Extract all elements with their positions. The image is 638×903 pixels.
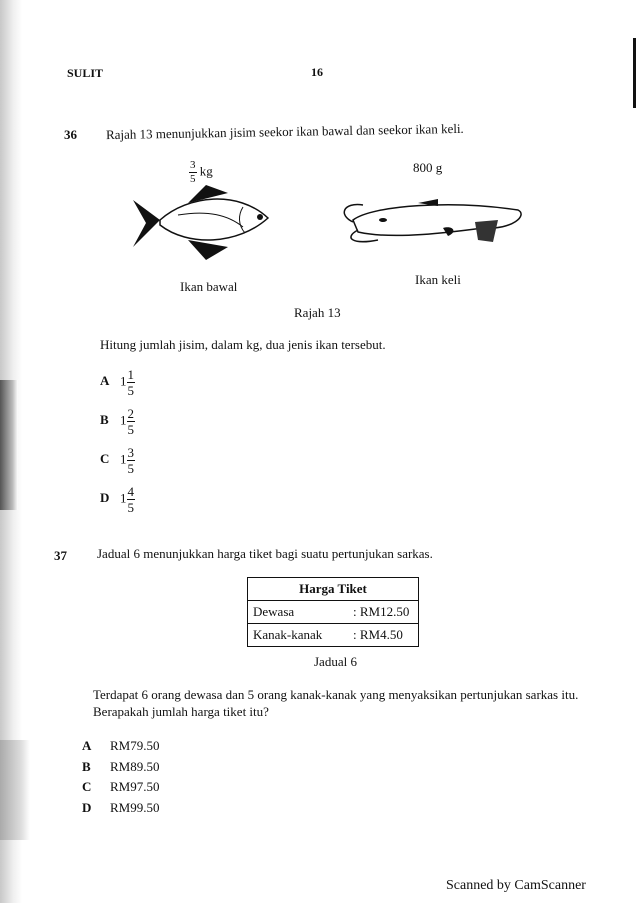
q37-stem: Jadual 6 menunjukkan harga tiket bagi suatu pertunjukan sarkas. bbox=[97, 546, 433, 561]
q36-stem: Rajah 13 menunjukkan jisim seekor ikan bawal dan seekor ikan keli. bbox=[105, 120, 464, 143]
row-price: : RM4.50 bbox=[348, 624, 419, 647]
option-whole: 1 bbox=[120, 490, 127, 506]
option-whole: 1 bbox=[120, 412, 127, 428]
option-whole: 1 bbox=[120, 451, 127, 467]
option-letter: C bbox=[82, 779, 92, 794]
q37-option-b[interactable] bbox=[82, 759, 159, 775]
option-letter: A bbox=[100, 373, 110, 389]
option-text: RM99.50 bbox=[110, 799, 160, 815]
scan-shadow bbox=[0, 380, 18, 510]
q37-question-line2: Berapakah jumlah harga tiket itu? bbox=[93, 704, 269, 719]
option-fraction: $\frac{1}{5}$ bbox=[127, 367, 134, 398]
q37-option-c[interactable] bbox=[82, 779, 159, 795]
q37-number: 37 bbox=[54, 548, 67, 563]
q36-option-a[interactable] bbox=[100, 368, 135, 397]
figure-caption: Rajah 13 bbox=[294, 305, 341, 320]
keli-label: Ikan keli bbox=[415, 272, 461, 287]
catfish-illustration bbox=[333, 190, 528, 245]
q37-option-a[interactable] bbox=[82, 738, 159, 754]
scan-shadow bbox=[0, 740, 30, 840]
option-fraction: $\frac{2}{5}$ bbox=[127, 406, 134, 437]
table-row bbox=[248, 601, 419, 624]
row-label: Kanak-kanak bbox=[248, 624, 349, 647]
header-sulit: SULIT bbox=[67, 66, 104, 80]
option-letter: C bbox=[100, 451, 110, 467]
page-number: 16 bbox=[311, 65, 323, 79]
option-text: RM89.50 bbox=[110, 758, 160, 774]
q36-option-c[interactable] bbox=[100, 446, 135, 475]
table-caption: Jadual 6 bbox=[314, 654, 357, 669]
q36-option-d[interactable] bbox=[100, 485, 135, 514]
scan-edge bbox=[633, 38, 636, 108]
q37-question-line1: Terdapat 6 orang dewasa dan 5 orang kanak-kanak yang menyaksikan pertunjukan sarkas itu. bbox=[93, 687, 579, 702]
option-fraction: $\frac{4}{5}$ bbox=[127, 484, 134, 515]
scanner-watermark: Scanned by CamScanner bbox=[446, 878, 586, 893]
keli-mass: 800 g bbox=[413, 160, 443, 175]
pomfret-fish-illustration bbox=[128, 185, 273, 260]
table-row bbox=[248, 624, 419, 647]
bawal-mass: $\frac{3}{5}$ kg bbox=[190, 159, 213, 185]
option-letter: D bbox=[100, 490, 110, 506]
q36-option-b[interactable] bbox=[100, 407, 135, 436]
q36-question: Hitung jumlah jisim, dalam kg, dua jenis ikan tersebut. bbox=[100, 337, 386, 352]
option-letter: D bbox=[82, 799, 92, 815]
q37-option-d[interactable] bbox=[82, 800, 159, 816]
table-header: Harga Tiket bbox=[248, 578, 419, 601]
option-letter: B bbox=[100, 412, 109, 428]
option-letter: B bbox=[82, 758, 91, 774]
row-label: Dewasa bbox=[248, 601, 349, 624]
option-text: RM97.50 bbox=[110, 779, 160, 794]
option-letter: A bbox=[82, 738, 92, 753]
option-whole: 1 bbox=[120, 373, 127, 389]
ticket-price-table bbox=[247, 577, 419, 647]
option-fraction: $\frac{3}{5}$ bbox=[127, 445, 134, 476]
row-price: : RM12.50 bbox=[348, 601, 419, 624]
bawal-label: Ikan bawal bbox=[180, 279, 238, 294]
q36-number: 36 bbox=[64, 127, 77, 142]
option-text: RM79.50 bbox=[110, 738, 160, 753]
